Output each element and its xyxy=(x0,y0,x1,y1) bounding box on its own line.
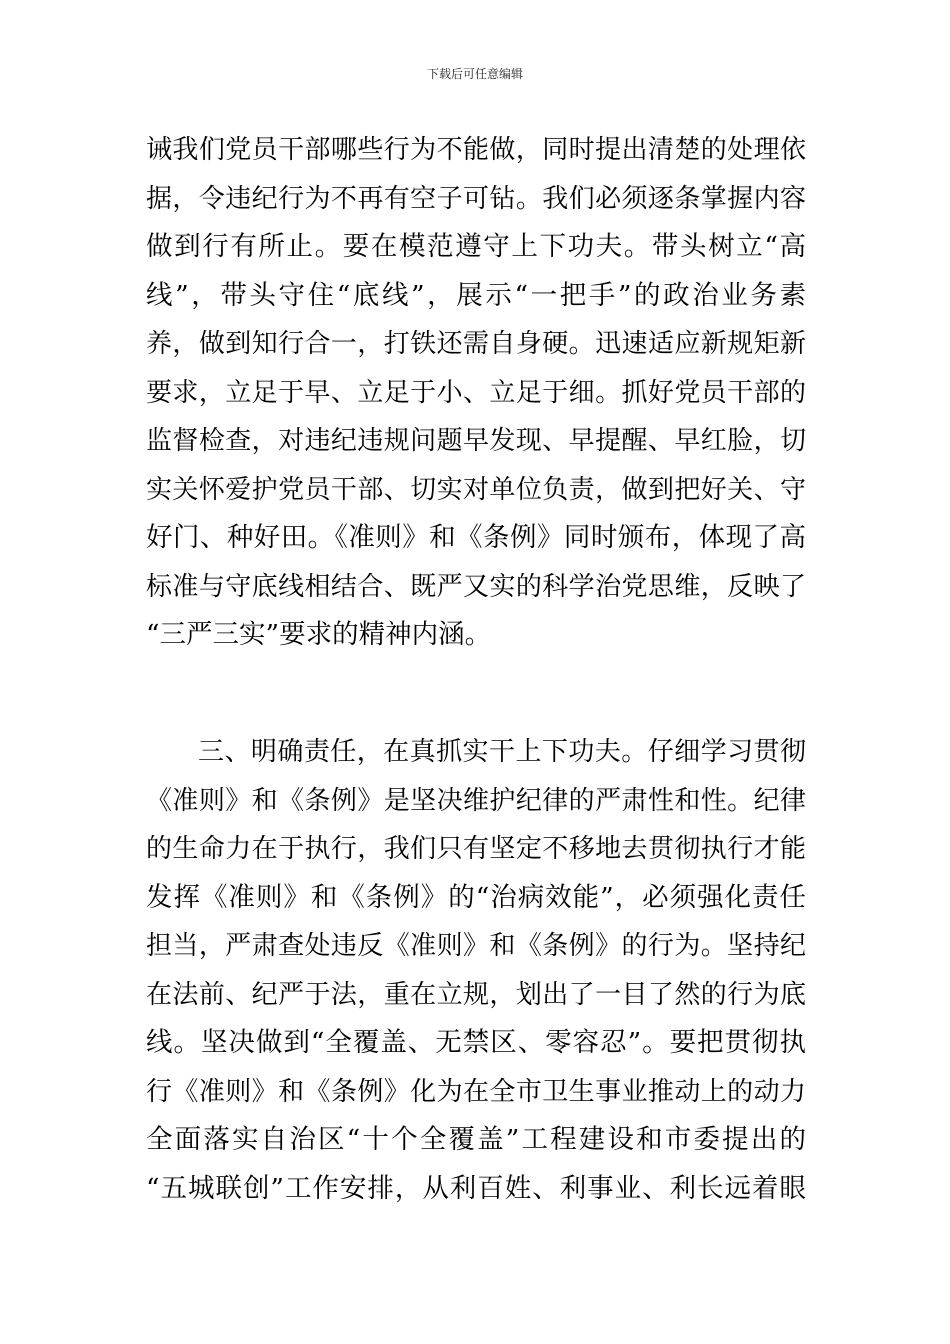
text-line: 全面落实自治区“十个全覆盖”工程建设和市委提出的 xyxy=(146,1124,806,1155)
text-line: 做到行有所止。要在模范遵守上下功夫。带头树立“高 xyxy=(146,231,806,262)
text-line: 好门、种好田。《准则》和《条例》同时颁布，体现了高 xyxy=(146,522,806,553)
text-line: “五城联创”工作安排，从利百姓、利事业、利长远着眼 xyxy=(146,1172,806,1204)
text-line: 要求，立足于早、立足于小、立足于细。抓好党员干部的 xyxy=(146,377,806,408)
text-line: 三、明确责任，在真抓实干上下功夫。仔细学习贯彻 xyxy=(198,737,806,767)
paragraph-2 xyxy=(146,728,806,1213)
text-line: 行《准则》和《条例》化为在全市卫生事业推动上的动力 xyxy=(146,1076,806,1107)
text-line: 线”，带头守住“底线”，展示“一把手”的政治业务素 xyxy=(146,279,806,311)
text-line: 在法前、纪严于法，重在立规，划出了一目了然的行为底 xyxy=(146,979,806,1010)
text-line: 监督检查，对违纪违规问题早发现、早提醒、早红脸，切 xyxy=(146,426,806,456)
text-line: 发挥《准则》和《条例》的“治病效能”，必须强化责任 xyxy=(146,881,806,913)
paragraph-1 xyxy=(146,126,806,660)
text-line: 标准与守底线相结合、既严又实的科学治党思维，反映了 xyxy=(146,571,806,602)
text-line: 实关怀爱护党员干部、切实对单位负责，做到把好关、守 xyxy=(146,474,806,505)
text-line: 担当，严肃查处违反《准则》和《条例》的行为。坚持纪 xyxy=(146,931,806,961)
text-line: 养，做到知行合一，打铁还需自身硬。迅速适应新规矩新 xyxy=(146,329,806,359)
text-line: 的生命力在于执行，我们只有坚定不移地去贯彻执行才能 xyxy=(146,834,806,864)
page-header: 下载后可任意编辑 xyxy=(426,67,523,81)
text-line: 线。坚决做到“全覆盖、无禁区、零容忍”。要把贯彻执 xyxy=(146,1027,806,1058)
text-line: “三严三实”要求的精神内涵。 xyxy=(146,619,492,650)
text-line: 诫我们党员干部哪些行为不能做，同时提出清楚的处理依 xyxy=(146,135,806,165)
text-line: 《准则》和《条例》是坚决维护纪律的严肃性和性。纪律 xyxy=(146,785,806,816)
text-line: 据，令违纪行为不再有空子可钻。我们必须逐条掌握内容 xyxy=(146,183,806,214)
